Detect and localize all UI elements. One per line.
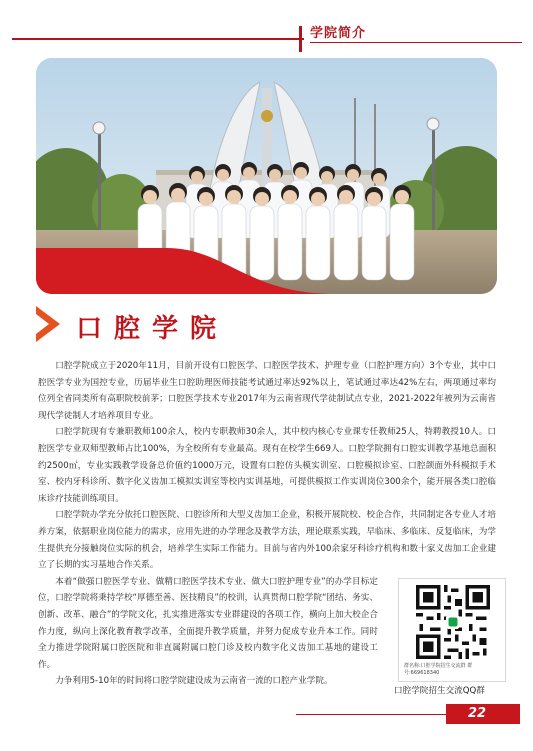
arrow-chevron-icon-inner bbox=[36, 314, 49, 334]
paragraph-vision: 力争利用5-10年的时间将口腔学院建设成为云南省一流的口腔产业学院。 bbox=[55, 676, 333, 687]
header-rule-right bbox=[310, 42, 522, 43]
college-title: 口腔学院 bbox=[76, 314, 229, 344]
qr-caption: 口腔学院招生交流QQ群 bbox=[394, 686, 485, 696]
section-tag: 学院简介 bbox=[310, 26, 367, 41]
footer-rule bbox=[296, 714, 446, 715]
paragraph-faculty: 口腔学院现有专兼职教师100余人，校内专职教师30余人，其中校内核心专业课专任教师25人，特聘教授10人。口腔医学专业双师型教师占比100%，为全校所有专业最高。现有在校学生669人。口腔学院拥有口腔实训教学基地总面积约2500㎡，专业实践教学设备总价值约1000万元，设置有口腔仿头模实训室、口腔模拟诊室、口腔颌面外科模拟手术室、校内牙科诊所、数字化义齿加工模拟实训室等校内实训基地，可提供模拟工作实训岗位300余个，能开展各类口腔临床诊疗技能训练项目。 bbox=[38, 427, 496, 504]
paragraph-goals: 本着“做强口腔医学专业、做精口腔医学技术专业、做大口腔护理专业”的办学目标定位，口腔学院将秉持学校“厚德至善、医技精良”的校训，认真贯彻口腔学院“团结、务实、创新、改革、融合”的学院文化，扎实推进落实专业群建设的各项工作，横向上加大校企合作力度，纵向上深化教育教学改革，全面提升教学质量，并努力促成专业升本工作。同时全力推进学院附属口腔医院和非直属附属口腔门诊及校内数字化义齿加工基地的建设工作。 bbox=[38, 576, 378, 670]
paragraph-founding: 口腔学院成立于2020年11月，目前开设有口腔医学、口腔医学技术、护理专业（口腔护理方向）3个专业，其中口腔医学专业为国控专业，历届毕业生口腔助理医师技能考试通过率达92%以上，笔试通过率达42%左右，两项通过率均位列全省同类所有高职院校前茅；口腔医学技术专业2017年为云南省现代学徒制试点专业，2021-2022年被列为云南省现代学徒制人才培养项目专业。 bbox=[38, 361, 496, 421]
qr-code-icon bbox=[416, 585, 490, 659]
header-rule-mark bbox=[299, 26, 302, 52]
group-photo-illustration bbox=[36, 58, 497, 294]
page-number: 22 bbox=[467, 706, 487, 721]
header-rule-left bbox=[12, 38, 304, 40]
paragraph-cooperation: 口腔学院办学充分依托口腔医院、口腔诊所和大型义齿加工企业，积极开展院校、校企合作，共同制定各专业人才培养方案，依据职业岗位能力的需求，应用先进的办学理念及教学方法，理论联系实践，早临床、多临床、反复临床，为学生提供充分接触岗位实际的机会，培养学生实际工作能力。目前与省内外100余家牙科诊疗机构和数十家义齿加工企业建立了长期的实习基地合作关系。 bbox=[38, 510, 496, 571]
group-photo bbox=[36, 58, 497, 294]
qr-code-card bbox=[398, 578, 506, 682]
qr-group-note: 群名称:口腔学院招生交流群 群号:669618340 bbox=[404, 663, 473, 676]
